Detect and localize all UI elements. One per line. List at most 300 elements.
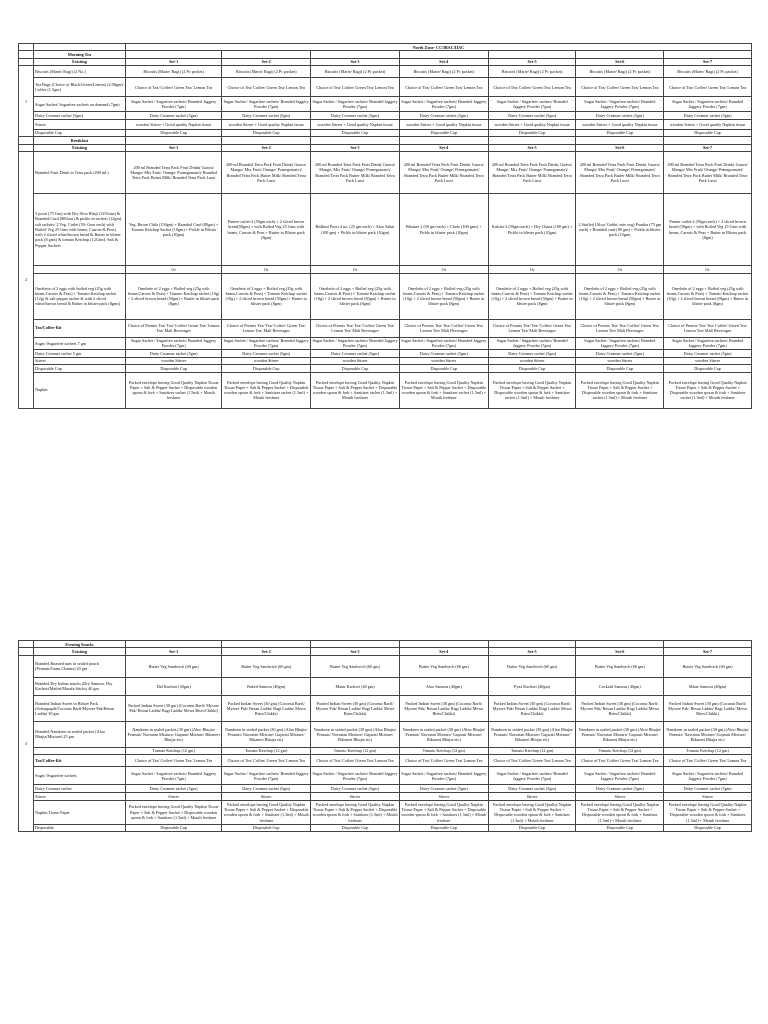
table-row	[19, 767, 752, 785]
table-row	[19, 112, 752, 119]
existing-item: Tea/Coffee-Kit	[33, 755, 125, 767]
set-header-3: Set-3	[311, 58, 400, 65]
set-item: Dairy Creamer sachet (5gm)	[399, 785, 488, 793]
set-item: Sugar Sachet / Sugarfree sachets/ Branded Jaggery Powder (7gm)	[576, 767, 664, 785]
set-header-5: Set-5	[488, 58, 576, 65]
table-row	[19, 350, 752, 357]
set-item: Packed envelope having Good Quality Napkin Tissue Paper + Salt & Pepper Sachet + Disposable wooden spoon & fork + Sanitizer (1.5ml) + Mouth freshner	[576, 800, 664, 824]
set-item: wooden Stirrer + Good quality Napkin tissue	[399, 119, 488, 129]
set-item: wooden Stirrer	[222, 357, 311, 364]
set-item: wooden Stirrer	[311, 357, 400, 364]
set-item: wooden Stirrer	[399, 357, 488, 364]
serial-number: 2	[19, 152, 34, 408]
set-item: Tomato Ketchup (12 gm)	[576, 747, 664, 754]
set-item: Packed Indian Sweet (30 gm) (Coconut Barfi/ Mysore Pak/ Besan Laddu/ Ragi Laddu/ Mewa Bites/Chikki)	[576, 695, 664, 721]
set-header-6: Set-6	[576, 58, 664, 65]
set-item: Choice of Tea/ Coffee/ Green Tea/ Lemon Tea	[125, 78, 221, 97]
set-header-6: Set-6	[576, 144, 664, 151]
blank-cell	[311, 641, 400, 648]
set-item: wooden Stirrer	[125, 357, 221, 364]
blank-cell	[19, 44, 34, 51]
set-item: Paneer cutlet-2 (50gm each) + 2 sliced brown bread(50gm) + with Boiled Veg 25 Gms with beans, Carrots & Peas + Butter in Blister pack (8gm)	[222, 194, 311, 266]
set-item: Kulcha-2 (50gm each) + Dry Chana (100 gm) + Pickle in blister pack (10gm)	[488, 194, 576, 266]
table-row	[19, 655, 752, 677]
set-item: Packed envelope having Good Quality Napkin Tissue Paper + Salt & Pepper Sachet + Disposable wooden spoon & fork + Sanitizer sachet (1.5ml) + Mouth freshner	[222, 372, 311, 408]
set-item: Omelette of 2 eggs + Boiled veg (25g with beans,Carrots & Peas) + Tomato Ketchup sachet (10g) + 2 sliced brown bread (50gm) + Butter in blister pack (8gm)	[125, 273, 221, 319]
existing-item: Branded Namkeen in sealed packet (Aloo Bhujia/Mixture) 25 gm	[33, 721, 125, 747]
set-item: Choice of Tea/ Coffee/ Green Tea/ Lemon Tea	[125, 755, 221, 767]
blank-cell	[488, 51, 576, 58]
set-item: Dairy Creamer sachet (5gm)	[125, 112, 221, 119]
set-item: Disposable Cup	[125, 129, 221, 136]
set-header-4: Set-4	[399, 144, 488, 151]
table-row	[19, 129, 752, 136]
existing-item: Napkin Tissue Paper	[33, 800, 125, 824]
table-row	[19, 97, 752, 112]
set-item: Packed envelope having Good Quality Napkin Tissue Paper + Salt & Pepper Sachet + Disposable wooden spoon & fork + Sanitizer (1.5ml) + Mouth freshner	[488, 800, 576, 824]
blank-cell	[19, 648, 34, 655]
set-item: 200 ml Branded Tetra Pack Fruit Drink( Guava/ Mango/ Mix Fruit/ Orange/ Pomegranate)/ Branded Tetra Pack Butter Milk/ Branded Tetra Pack Lassi	[488, 152, 576, 194]
set-item: 200 ml Branded Tetra Pack Fruit Drink( Guava/ Mango/ Mix Fruit/ Orange/ Pomegranate)/ Branded Tetra Pack Butter Milk/ Branded Tetra Pack Lassi	[125, 152, 221, 194]
blank-cell	[399, 51, 488, 58]
set-item: Or	[311, 266, 400, 273]
set-item: Bedhmi Poori 4 no. (25 gm each) + Aloo Sabzi (100 gm) + Pickle in blister pack (10gm)	[311, 194, 400, 266]
set-item: Choice of Tea/ Coffee/ Green Tea/ Lemon Tea	[488, 78, 576, 97]
set-item: Choice of Tea/ Coffee/ Green Tea/ Lemon Tea	[222, 78, 311, 97]
set-header-1: Set-1	[125, 648, 221, 655]
set-item: Dairy Creamer sachet (5gm)	[488, 350, 576, 357]
set-item: wooden Stirrer	[576, 357, 664, 364]
set-item: Butter Veg Sandwich (60 gm)	[488, 655, 576, 677]
set-item: Choice of Premix Tea/ Tea/ Coffee/ Green Tea/ Lemon Tea/ Malt Beverages	[222, 319, 311, 337]
set-item: Tomato Ketchup (12 gm)	[125, 747, 221, 754]
set-item: Sugar Sachet / Sugarfree sachets/ Branded Jaggery Powder (7gm)	[576, 97, 664, 112]
set-item: Butter Veg Sandwich (60 gm)	[576, 655, 664, 677]
set-item: Veg. Besan Chila (150gm) + Branded Curd (80gm) + Tomato Ketchup Sachet (10gm) + Pickle in Blister pack (10gm)	[125, 194, 221, 266]
set-item: Dairy Creamer sachet (5gm)	[488, 112, 576, 119]
set-item: Matar Samosa (40gm)	[664, 677, 752, 695]
set-item: Packed envelope having Good Quality Napkin Tissue Paper + Salt & Pepper Sachet + Disposable wooden spoon & fork + Sanitizer (1.5ml) + Mouth freshner	[223, 801, 309, 823]
table-row	[19, 372, 752, 408]
set-item: Choice of Premix Tea/ Tea/ Coffee/ Green Tea/ Lemon Tea/ Malt Beverages	[125, 319, 221, 337]
set-item: Namkeen in sealed packet (30 gm) (Aloo Bhujia/ Peanuts/ Navratan Mixture/ Gujarati Mixture/ Bikaneri Bhujia etc)	[222, 721, 311, 747]
table-row	[19, 266, 752, 273]
set-item: Disposable Cup	[576, 824, 664, 831]
set-item: Choice of Premix Tea/ Tea/ Coffee/ Green Tea/ Lemon Tea/ Malt Beverages	[488, 319, 576, 337]
set-item: Dairy Creamer sachet (5gm)	[311, 112, 400, 119]
table-row	[19, 357, 752, 364]
set-item: Dairy Creamer sachet (5gm)	[399, 112, 488, 119]
table-row	[19, 78, 752, 97]
existing-item: Branded Dry Indian snacks (Dry Samosa, Dry Kachori/Mathri/Masala Sticks) 40 gm	[33, 677, 125, 695]
set-item: Disposable Cup	[399, 824, 488, 831]
set-header-4: Set-4	[399, 648, 488, 655]
existing-item: Napkin	[33, 372, 125, 408]
blank-cell	[576, 51, 664, 58]
set-item: Cocktail Samosa (40gm)	[576, 677, 664, 695]
set-item: Packed envelope having Good Quality Napkin Tissue Paper + Salt & Pepper Sachet + Disposable wooden spoon & fork + Sanitizer sachet (1.5ml) + Mouth freshner	[576, 372, 664, 408]
set-header-6: Set-6	[576, 648, 664, 655]
set-item: Namkeen in sealed packet (30 gm) (Aloo Bhujia/ Peanuts/ Navratan Mixture/ Gujarati Mixture/ Bikaneri Bhujia etc)	[399, 721, 488, 747]
set-item: Sugar Sachet / Sugarfree sachets/ Branded Jaggery Powder (7gm)	[488, 337, 576, 350]
set-item: Dairy Creamer sachet (5gm)	[664, 112, 752, 119]
existing-item: Biscuits (Marie/ Ragi) (2 No.)	[33, 66, 125, 78]
set-item: Aloo Samosa (40gm)	[399, 677, 488, 695]
blank-cell	[33, 44, 125, 51]
blank-cell	[222, 137, 311, 144]
set-header-2: Set-2	[222, 58, 311, 65]
set-item: Stirrer	[311, 793, 400, 800]
existing-item: Branded Indian Sweet in Blister Pack (Sohanpapdi/Coconut Barfi/Mysore Pak/Besan Laddu) 30 gm	[33, 695, 125, 721]
set-item: Omelette of 2 eggs + Boiled veg (25g with beans,Carrots & Peas) + Tomato Ketchup sachet (10g) + 2 sliced brown bread (50gm) + Butter in blister pack (8gm)	[664, 273, 752, 319]
set-item: Dal Kachori (40gm)	[125, 677, 221, 695]
set-item: Sugar Sachet / Sugarfree sachets/ Branded Jaggery Powder (7gm)	[125, 337, 221, 350]
set-item: Or	[576, 266, 664, 273]
table-row	[19, 337, 752, 350]
table-row	[19, 824, 752, 831]
set-item: wooden Stirrer	[488, 357, 576, 364]
set-item: Sugar Sachet / Sugarfree sachets/ Branded Jaggery Powder (7gm)	[664, 337, 752, 350]
set-item: Packed envelope having Good Quality Napkin Tissue Paper + Salt & Pepper Sachet + Disposable wooden spoon & fork + Sanitizer sachet (1.5ml) + Mouth freshner	[311, 372, 400, 408]
table-row	[19, 66, 752, 78]
set-item: Namkeen in sealed packet (30 gm) (Aloo Bhujia/ Peanuts/ Navratan Mixture/ Gujarati Mixture/ Bikaneri Bhujia etc)	[125, 721, 221, 747]
set-item: Disposable Cup	[576, 129, 664, 136]
set-item: Dairy Creamer sachet (5gm)	[222, 350, 311, 357]
set-item: Sugar Sachet / Sugarfree sachets/ Branded Jaggery Powder (7gm)	[125, 97, 221, 112]
serial-number: 1	[19, 66, 34, 137]
set-item: Omelette of 2 eggs + Boiled veg (25g with beans,Carrots & Peas) + Tomato Ketchup sachet (10g) + 2 sliced brown bread (50gm) + Butter in blister pack (8gm)	[399, 273, 488, 319]
set-item: Dairy Creamer sachet (5gm)	[576, 350, 664, 357]
set-item: Sugar Sachet / Sugarfree sachets/ Branded Jaggery Powder (7gm)	[223, 338, 309, 349]
table-row	[19, 721, 752, 747]
set-item: Choice of Tea/ Coffee/ Green Tea/ Lemon Tea	[399, 78, 488, 97]
blank-cell	[664, 51, 752, 58]
set-item: Choice of Premix Tea/ Tea/ Coffee/ Green Tea/ Lemon Tea/ Malt Beverages	[311, 319, 400, 337]
set-header-7: Set-7	[664, 648, 752, 655]
set-item: Sugar Sachet / Sugarfree sachets/ Branded Jaggery Powder (7gm)	[311, 97, 400, 112]
set-header-3: Set-3	[311, 144, 400, 151]
existing-item: Branded Roasted nuts in sealed pouch (Peanuts/Gram Channa) 20 gm	[33, 655, 125, 677]
existing-item: Tea Bags (Choice of Black/Green/Lemon) (2.00gm)/ Coffee (1.5gm)	[33, 78, 125, 97]
set-item: Packed envelope having Good Quality Napkin Tissue Paper + Salt & Pepper Sachet + Disposable wooden spoon & fork + Sanitizer sachet (1.5ml) + Mouth freshner	[399, 372, 488, 408]
set-item: Dairy Creamer sachet (5gm)	[399, 350, 488, 357]
set-item: Sugar Sachet / Sugarfree sachets/ Branded Jaggery Powder (7gm)	[312, 338, 398, 349]
set-item: Baked Samosa (40gm)	[222, 677, 311, 695]
existing-item: Stirrer	[33, 357, 125, 364]
set-header-1: Set-1	[125, 58, 221, 65]
set-item: Sugar Sachet / Sugarfree sachets/ Branded Jaggery Powder (7gm)	[399, 767, 488, 785]
blank-cell	[19, 51, 34, 58]
set-item: 200 ml Branded Tetra Pack Fruit Drink( Guava/ Mango/ Mix Fruit/ Orange/ Pomegranate)/ Branded Tetra Pack Butter Milk/ Branded Tetra Pack Lassi	[399, 152, 488, 194]
set-item: Choice of Tea/ Coffee/ Green Tea/ Lemon Tea	[222, 755, 311, 767]
set-item: Biscuits (Marie/ Ragi) (2 Pc packet)	[222, 66, 311, 78]
existing-item: Dairy Creamer sachet	[33, 785, 125, 793]
set-item: Dairy Creamer sachet (5gm)	[222, 785, 311, 793]
menu-table-evening	[18, 640, 752, 832]
set-item: Choice of Tea/ Coffee/ Green Tea/ Lemon Tea	[488, 755, 576, 767]
existing-header: Existing	[33, 648, 125, 655]
menu-table-top	[18, 43, 752, 409]
table-row	[19, 119, 752, 129]
set-item: Packed Indian Sweet (30 gm) (Coconut Barfi/ Mysore Pak/ Besan Laddu/ Ragi Laddu/ Mewa Bites/Chikki)	[664, 695, 752, 721]
existing-item: Tea/Coffee-Kit	[33, 319, 125, 337]
set-item: Dairy Creamer sachet (5gm)	[125, 785, 221, 793]
set-item: Sugar Sachet / Sugarfree sachets/ Branded Jaggery Powder (7gm)	[125, 767, 221, 785]
set-item: Tomato Ketchup (12 gm)	[664, 747, 752, 754]
set-item: Packed Indian Sweet (30 gm) (Coconut Barfi/ Mysore Pak/ Besan Laddu/ Ragi Laddu/ Mewa Bites/Chikki)	[125, 695, 221, 721]
table-row	[19, 785, 752, 793]
existing-item: Disposable	[33, 824, 125, 831]
set-item: Choice of Tea/ Coffee/ Green Tea/ Lemon Tea	[311, 78, 400, 97]
set-item: 200 ml Branded Tetra Pack Fruit Drink( Guava/ Mango/ Mix Fruit/ Orange/ Pomegranate)/ Branded Tetra Pack Butter Milk/ Branded Tetra Pack Lassi	[222, 152, 311, 194]
set-item: Stirrer	[488, 793, 576, 800]
set-item: Disposable Cup	[664, 129, 752, 136]
set-item: Choice of Premix Tea/ Tea/ Coffee/ Green Tea/ Lemon Tea/ Malt Beverages	[576, 319, 664, 337]
set-item: wooden Stirrer + Good quality Napkin tissue	[664, 119, 752, 129]
blank-cell	[311, 51, 400, 58]
existing-item: Stirrer	[33, 793, 125, 800]
blank-cell	[311, 137, 400, 144]
set-header-1: Set-1	[125, 144, 221, 151]
set-item: wooden Stirrer + Good quality Napkin tissue	[488, 119, 576, 129]
set-item: Dairy Creamer sachet (5gm)	[664, 350, 752, 357]
set-item: Biscuits (Marie/ Ragi) (2 Pc packet)	[664, 66, 752, 78]
blank-cell	[488, 137, 576, 144]
set-item: Choice of Premix Tea/ Tea/ Coffee/ Green Tea/ Lemon Tea/ Malt Beverages	[664, 319, 752, 337]
set-item: Dairy Creamer sachet (5gm)	[311, 350, 400, 357]
set-header-2: Set-2	[222, 144, 311, 151]
set-item: Choice of Tea/ Coffee/ Green Tea/ Lemon Tea	[664, 78, 752, 97]
set-item: Disposable Cup	[125, 365, 221, 372]
set-item: Disposable Cup	[399, 365, 488, 372]
existing-item: Disposable Cup	[33, 365, 125, 372]
table-row	[19, 747, 752, 754]
blank-cell	[19, 137, 34, 144]
existing-item: Disposable Cup	[33, 129, 125, 136]
blank-cell	[125, 137, 221, 144]
set-item: Packed Indian Sweet (30 gm) (Coconut Barfi/ Mysore Pak/ Besan Laddu/ Ragi Laddu/ Mewa Bites/Chikki)	[311, 695, 400, 721]
set-item: Omelette of 2 eggs + Boiled veg (25g with beans,Carrots & Peas) + Tomato Ketchup sachet (10g) + 2 sliced brown bread (50gm) + Butter in blister pack (8gm)	[488, 273, 576, 319]
set-item: Packed envelope having Good Quality Napkin Tissue Paper + Salt & Pepper Sachet + Disposable wooden spoon & fork + Sanitizer sachet (1.5ml) + Mouth freshner	[488, 372, 576, 408]
blank-cell	[19, 641, 34, 648]
set-item: Paneer cutlet-2 (50gm each) + 2 sliced brown bread (50gm) + with Boiled Veg 25 Gms with beans, Carrots & Peas + Butter in Blister pack (8gm)	[664, 194, 752, 266]
set-item: Stirrer	[399, 793, 488, 800]
set-header-4: Set-4	[399, 58, 488, 65]
set-item: 200 ml Branded Tetra Pack Fruit Drink( Guava/ Mango/ Mix Fruit/ Orange/ Pomegranate)/ Branded Tetra Pack Butter Milk/ Branded Tetra Pack Lassi	[576, 152, 664, 194]
set-item: Stirrer	[125, 793, 221, 800]
set-item: Sugar Sachet / Sugarfree sachets/ Branded Jaggery Powder (7gm)	[222, 97, 311, 112]
set-item: Sugar Sachet / Sugarfree sachets/ Branded Jaggery Powder (7gm)	[488, 767, 576, 785]
set-header-5: Set-5	[488, 144, 576, 151]
section-title-row	[19, 641, 752, 648]
set-item: Packed envelope having Good Quality Napkin Tissue Paper + Salt & Pepper Sachet + Disposable wooden spoon & fork + Sanitizer (1.5ml) + Mouth freshner	[312, 801, 398, 823]
serial-number: 3	[19, 655, 34, 831]
set-item: Disposable Cup	[576, 365, 664, 372]
set-item: Dairy Creamer sachet (5gm)	[125, 350, 221, 357]
set-item: Omelette of 2 eggs + Boiled veg (25g with beans,Carrots & Peas) + Tomato Ketchup sachet (10g) + 2 sliced brown bread (50gm) + Butter in blister pack (8gm)	[222, 273, 311, 319]
set-item: Sugar Sachet / Sugarfree sachets/ Branded Jaggery Powder (7gm)	[664, 767, 752, 785]
set-header-5: Set-5	[488, 648, 576, 655]
section-title-row	[19, 137, 752, 144]
section-title: Evening Snacks	[33, 641, 125, 648]
set-item: Matar Kachori (40 gm)	[311, 677, 400, 695]
set-item: Bhature 2 (50 gm each) + Chole (100 gms) + Pickle in blister pack (10gm)	[399, 194, 488, 266]
blank-cell	[664, 641, 752, 648]
set-item: Namkeen in sealed packet (30 gm) (Aloo Bhujia/ Peanuts/ Navratan Mixture/ Gujarati Mixture/ Bikaneri Bhujia etc)	[664, 721, 752, 747]
set-item: Biscuits (Marie/ Ragi) (2 Pc packet)	[125, 66, 221, 78]
set-item: Tomato Ketchup (12 gm)	[399, 747, 488, 754]
set-item: Disposable Cup	[311, 365, 400, 372]
set-item: 2 Stuffed (Aloo/ Gobhi/ mix veg) Paratha (75 gm each) + Branded curd (80 gm) + Pickle in blister pack (10gm)	[576, 194, 664, 266]
set-item: Sugar Sachet / Sugarfree sachets/ Branded Jaggery Powder (7gm)	[311, 767, 400, 785]
set-item: Or	[399, 266, 488, 273]
table-title-row	[19, 44, 752, 51]
set-item: Or	[222, 266, 311, 273]
existing-header: Existing	[33, 58, 125, 65]
set-item: Sugar Sachet / Sugarfree sachets/ Branded Jaggery Powder (7gm)	[222, 767, 311, 785]
set-item: Packed Indian Sweet (30 gm) (Coconut Barfi/ Mysore Pak/ Besan Laddu/ Ragi Laddu/ Mewa Bites/Chikki)	[222, 695, 311, 721]
set-item: Namkeen in sealed packet (30 gm) (Aloo Bhujia/ Peanuts/ Navratan Mixture/ Gujarati Mixture/ Bikaneri Bhujia etc)	[576, 721, 664, 747]
set-item: Biscuits (Marie/ Ragi) (2 Pc packet)	[576, 66, 664, 78]
set-header-3: Set-3	[311, 648, 400, 655]
table-row	[19, 755, 752, 767]
set-item: Dairy Creamer sachet (5gm)	[222, 112, 311, 119]
blank-cell	[125, 51, 221, 58]
set-item: Butter Veg Sandwich (60 gm)	[222, 655, 311, 677]
existing-item	[33, 747, 125, 754]
set-item: Or	[488, 266, 576, 273]
set-item: wooden Stirrer + Good quality Napkin tissue	[222, 119, 311, 129]
existing-item: Sugar Sachet/ Sugarfree sachets on demand (7gm)	[33, 97, 125, 112]
set-item: 200 ml Branded Tetra Pack Fruit Drink( Guava/ Mango/ Mix Fruit/ Orange/ Pomegranate)/ Branded Tetra Pack Butter Milk/ Branded Tetra Pack Lassi	[311, 152, 400, 194]
set-item: Disposable Cup	[664, 824, 752, 831]
blank-cell	[19, 58, 34, 65]
set-item: Biscuits (Marie/ Ragi) (2 Pc packet)	[488, 66, 576, 78]
set-item: Namkeen in sealed packet (30 gm) (Aloo Bhujia/ Peanuts/ Navratan Mixture/ Gujarati Mixture/ Bikaneri Bhujia etc)	[311, 721, 400, 747]
table-row	[19, 695, 752, 721]
set-item: Tomato Ketchup (12 gm)	[488, 747, 576, 754]
set-item: Choice of Tea/ Coffee/ Green Tea/ Lemon Tea	[311, 755, 400, 767]
existing-item: Stirrer	[33, 119, 125, 129]
set-item: Butter Veg Sandwich (60 gm)	[311, 655, 400, 677]
section-title: Breakfast	[33, 137, 125, 144]
set-item: Disposable Cup	[488, 365, 576, 372]
set-header-7: Set-7	[664, 144, 752, 151]
set-item: Dairy Creamer sachet (5gm)	[576, 112, 664, 119]
set-item: Stirrer	[664, 793, 752, 800]
set-item: Choice of Premix Tea/ Tea/ Coffee/ Green Tea/ Lemon Tea/ Malt Beverages	[399, 319, 488, 337]
blank-cell	[125, 641, 221, 648]
set-item: Disposable Cup	[222, 129, 311, 136]
set-item: Choice of Tea/ Coffee/ Green Tea/ Lemon Tea	[664, 755, 752, 767]
set-item: Biscuits (Marie/ Ragi) (2 Pc packet)	[311, 66, 400, 78]
set-item: Sugar Sachet / Sugarfree sachets/ Branded Jaggery Powder (7gm)	[399, 97, 488, 112]
set-item: Packed envelope having Good Quality Napkin Tissue Paper + Salt & Pepper Sachet + Disposable wooden spoon & fork + Sanitizer (1.5ml) + Mouth freshner	[125, 800, 221, 824]
set-item: Or	[125, 266, 221, 273]
table-row	[19, 800, 752, 824]
existing-item	[33, 266, 125, 273]
set-item: Disposable Cup	[488, 824, 576, 831]
set-item: Packed Indian Sweet (30 gm) (Coconut Barfi/ Mysore Pak/ Besan Laddu/ Ragi Laddu/ Mewa Bites/Chikki)	[399, 695, 488, 721]
set-item: wooden Stirrer + Good quality Napkin tissue	[576, 119, 664, 129]
existing-item: Branded Fruit Drink in Tetra pack (200 ml.)	[33, 152, 125, 194]
set-item: Packed Indian Sweet (30 gm) (Coconut Barfi/ Mysore Pak/ Besan Laddu/ Ragi Laddu/ Mewa Bites/Chikki)	[488, 695, 576, 721]
set-item: Tomato Ketchup (12 gm)	[311, 747, 400, 754]
set-item: wooden Stirrer + Good quality Napkin tissue	[125, 119, 221, 129]
set-item: Sugar Sachet / Sugarfree sachets/ Branded Jaggery Powder (7gm)	[401, 338, 487, 349]
blank-cell	[222, 641, 311, 648]
existing-item: Sugar /Sugarfree sachets 7 gm	[33, 337, 125, 350]
table-row	[19, 677, 752, 695]
set-item: Biscuits (Marie/ Ragi) (2 Pc packet)	[399, 66, 488, 78]
set-item: Butter Veg Sandwich (60 gm)	[125, 655, 221, 677]
set-item: Disposable Cup	[664, 365, 752, 372]
section-title-row	[19, 51, 752, 58]
set-item: Choice of Tea/ Coffee/ Green Tea/ Lemon Tea	[576, 78, 664, 97]
set-item: Pyaz Kachori (40gm)	[488, 677, 576, 695]
column-header-row	[19, 144, 752, 151]
blank-cell	[19, 144, 34, 151]
column-header-row	[19, 648, 752, 655]
set-item: Sugar Sachet / Sugarfree sachets/ Branded Jaggery Powder (7gm)	[576, 337, 664, 350]
table-row	[19, 273, 752, 319]
set-item: Stirrer	[576, 793, 664, 800]
set-item: Dairy Creamer sachet (5gm)	[311, 785, 400, 793]
set-item: Disposable Cup	[311, 129, 400, 136]
set-item: Disposable Cup	[222, 365, 311, 372]
set-item: wooden Stirrer	[664, 357, 752, 364]
blank-cell	[664, 137, 752, 144]
set-item: Choice of Tea/ Coffee/ Green Tea/ Lemon Tea	[399, 755, 488, 767]
existing-item: Omelette of 2 eggs with boiled veg (25g with beans,Carrots & Peas) + Tomato Ketchup sachet (12g) & salt pepper sachet & with 2 sliced white/brown bread & Butter in blister pack (8gms)	[33, 273, 125, 319]
set-item: wooden Stirrer + Good quality Napkin tissue	[311, 119, 400, 129]
set-item: Packed envelope having Good Quality Napkin Tissue Paper + Salt & Pepper Sachet + Disposable wooden spoon & fork + Sanitizer (1.5ml) + Mouth freshner	[664, 800, 752, 824]
set-item: Dairy Creamer sachet (5gm)	[576, 785, 664, 793]
set-item: Namkeen in sealed packet (30 gm) (Aloo Bhujia/ Peanuts/ Navratan Mixture/ Gujarati Mixture/ Bikaneri Bhujia etc)	[488, 721, 576, 747]
table-row	[19, 793, 752, 800]
set-item: 200 ml Branded Tetra Pack Fruit Drink( Guava/ Mango/ Mix Fruit/ Orange/ Pomegranate)/ Branded Tetra Pack Butter Milk/ Branded Tetra Pack Lassi	[664, 152, 752, 194]
set-item: Disposable Cup	[311, 824, 400, 831]
set-item: Packed envelope having Good Quality Napkin Tissue Paper + Salt & Pepper Sachet + Disposable wooden spoon & fork + Sanitizer sachet (1.5ml) + Mouth freshner	[125, 372, 221, 408]
set-item: Packed envelope having Good Quality Napkin Tissue Paper + Salt & Pepper Sachet + Disposable wooden spoon & fork + Sanitizer (1.5ml) + Mouth freshner	[401, 801, 487, 823]
blank-cell	[488, 641, 576, 648]
existing-item: Dairy Creamer sachet 5 gm	[33, 350, 125, 357]
existing-item: Dairy Creamer sachet (5gm)	[33, 112, 125, 119]
set-item: Choice of Tea/ Coffee/ Green Tea/ Lemon Tea	[576, 755, 664, 767]
set-item: Sugar Sachet / Sugarfree sachets/ Branded Jaggery Powder (7gm)	[664, 97, 752, 112]
set-item: Butter Veg Sandwich (60 gm)	[399, 655, 488, 677]
set-item: Disposable Cup	[125, 824, 221, 831]
set-item: Stirrer	[222, 793, 311, 800]
set-item: Butter Veg Sandwich (60 gm)	[664, 655, 752, 677]
set-item: Omelette of 2 eggs + Boiled veg (25g with beans,Carrots & Peas) + Tomato Ketchup sachet (10g) + 2 sliced brown bread (50gm) + Butter in blister pack (8gm)	[311, 273, 400, 319]
blank-cell	[399, 641, 488, 648]
set-item: Dairy Creamer sachet (5gm)	[664, 785, 752, 793]
blank-cell	[576, 137, 664, 144]
set-item: Packed envelope having Good Quality Napkin Tissue Paper + Salt & Pepper Sachet + Disposable wooden spoon & fork + Sanitizer sachet (1.5ml) + Mouth freshner	[664, 372, 752, 408]
table-row	[19, 319, 752, 337]
set-item: Disposable Cup	[399, 129, 488, 136]
set-item: Tomato Ketchup (12 gm)	[222, 747, 311, 754]
set-item: Or	[664, 266, 752, 273]
existing-item: 5 poori (75 Gm) with Dry Aloo Bhaji (125Gms) & Branded Curd (80Gms) & pickle in sachets (12gm), salt sachets/ 2 Veg. Cutlet (50- Gms each) with Boiled Veg 25 Gms with beans, Carrots & Peas) with 2 sliced white/brown bread & Butter in blister pack (8 gms) & tomato Ketchup (12Gms). Salt & Pepper Sachets	[33, 194, 125, 266]
section-title: Morning Tea	[33, 51, 125, 58]
existing-item: Sugar /Sugarfree sachets	[33, 767, 125, 785]
set-item: Sugar Sachet / Sugarfree sachets/ Branded Jaggery Powder (7gm)	[488, 97, 576, 112]
set-header-2: Set-2	[222, 648, 311, 655]
blank-cell	[222, 51, 311, 58]
set-item: Omelette of 2 eggs + Boiled veg (25g with beans,Carrots & Peas) + Tomato Ketchup sachet (10g) + 2 sliced brown bread (50gm) + Butter in blister pack (8gm)	[576, 273, 664, 319]
